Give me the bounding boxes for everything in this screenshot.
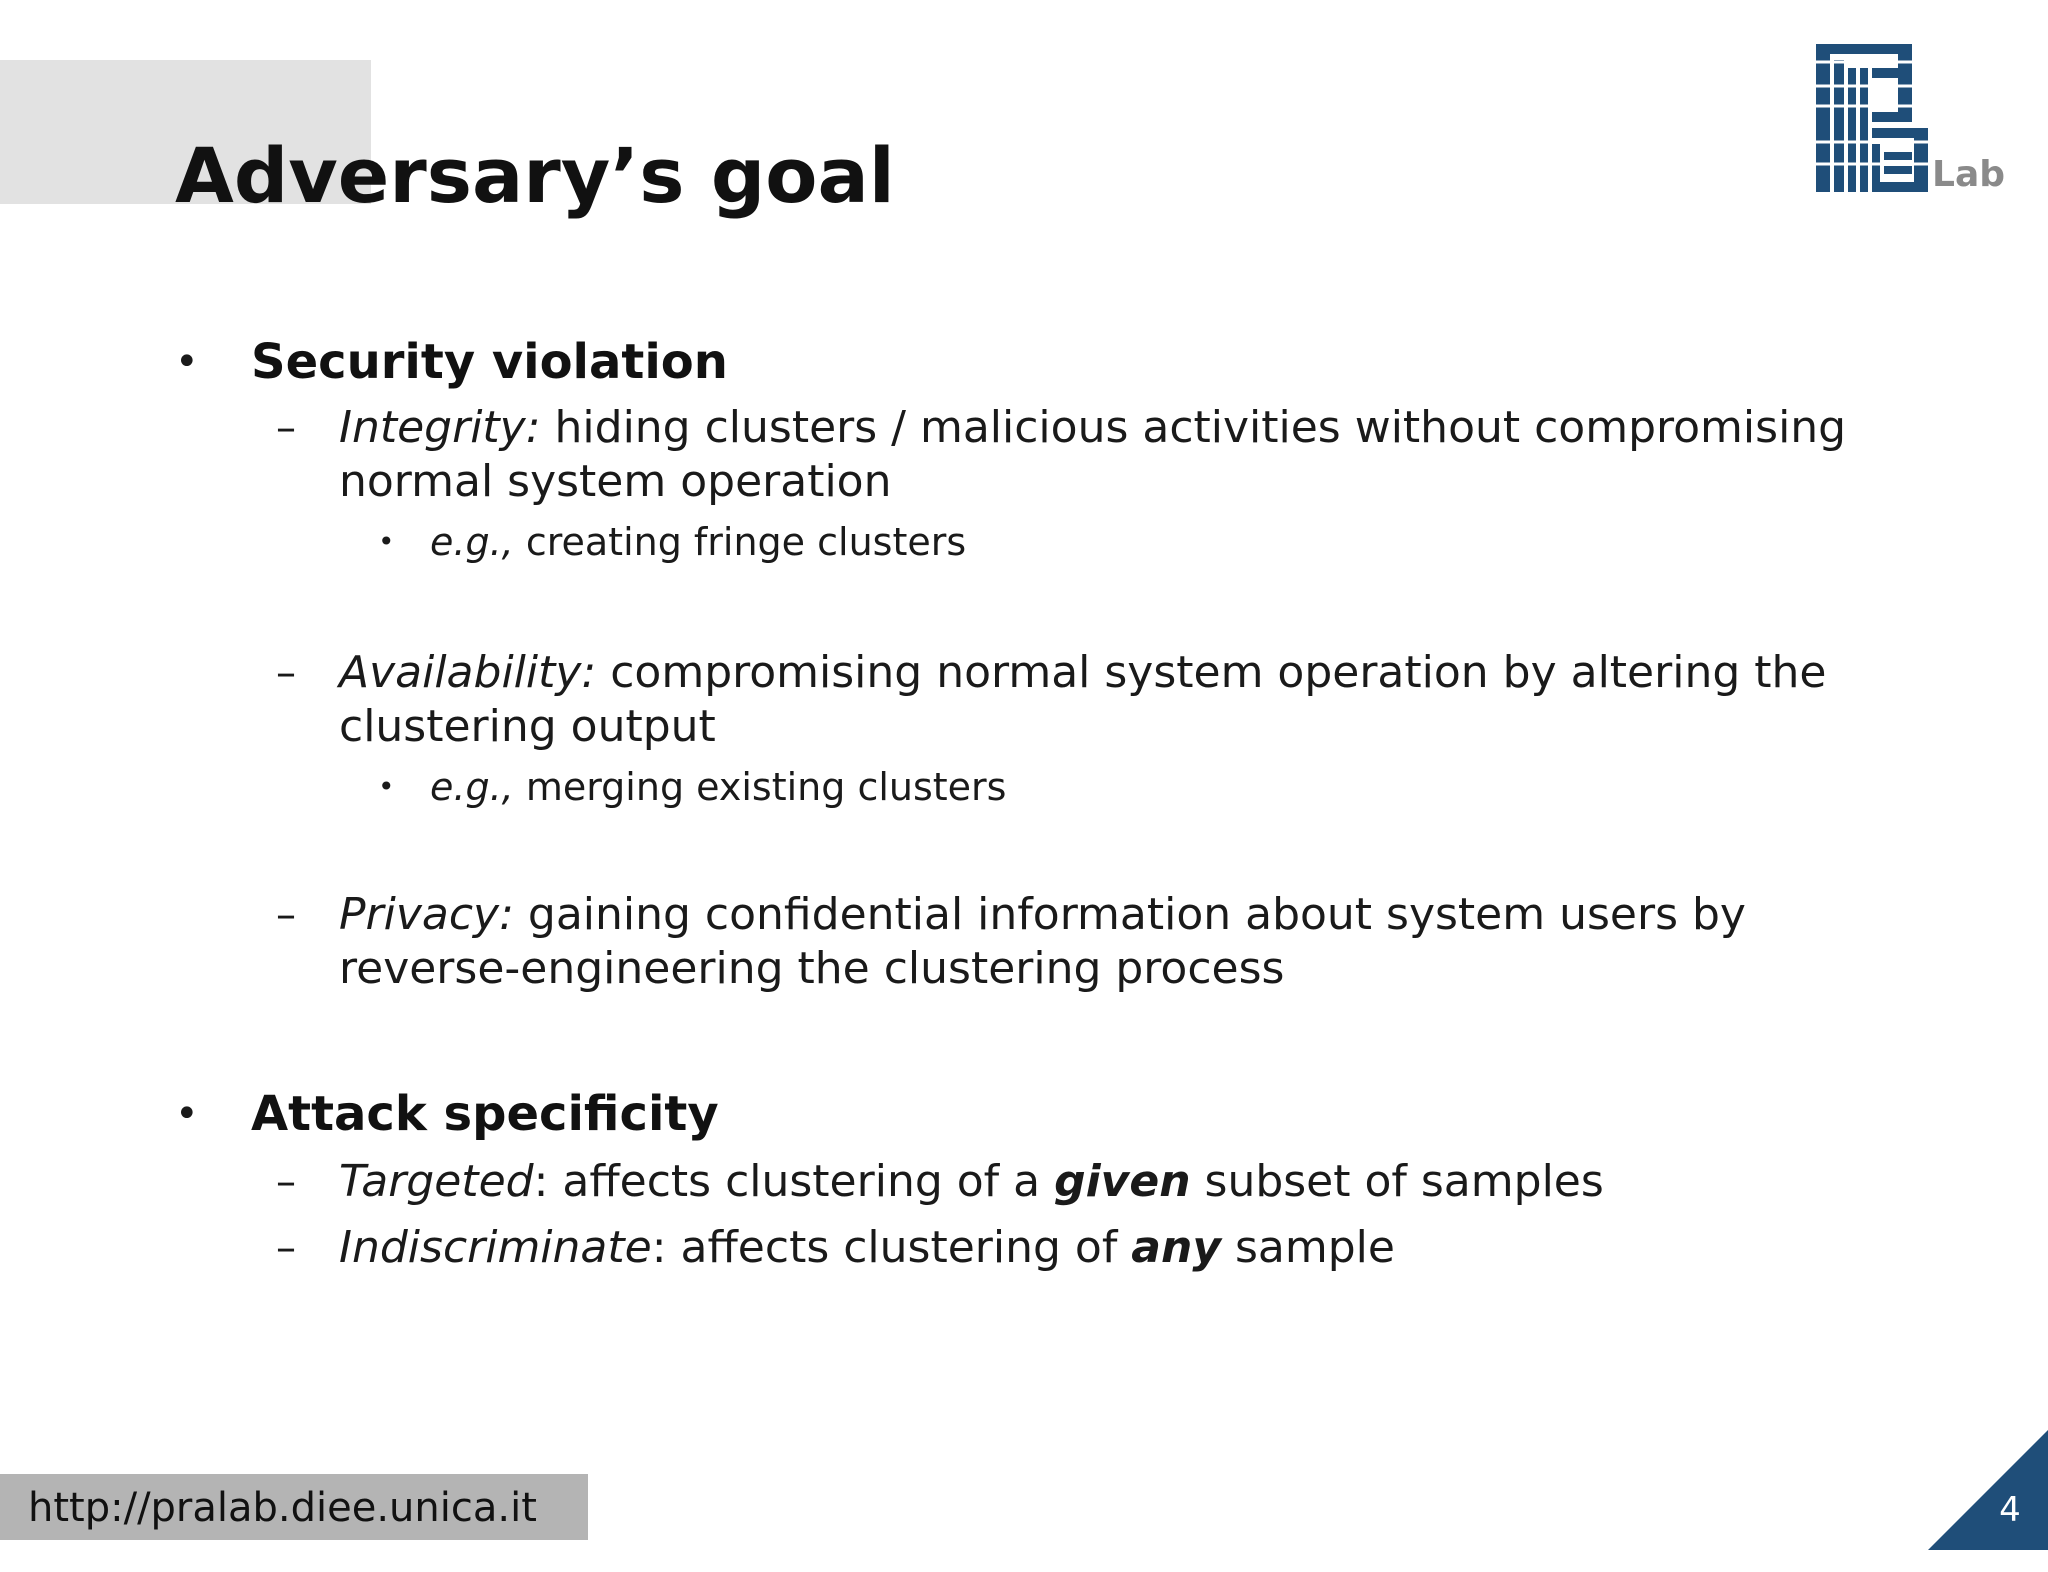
item-text-after: subset of samples [1190, 1156, 1604, 1207]
item-text: hiding clusters / malicious activities without compromising [540, 402, 1847, 453]
pralab-logo [1812, 38, 2022, 198]
example-label: e.g., [430, 765, 514, 809]
page-number: 4 [1999, 1490, 2021, 1530]
item-text: compromising normal system operation by altering the [596, 647, 1827, 698]
item-label: Integrity: [339, 402, 541, 453]
item-text: : affects clustering of a [533, 1156, 1055, 1207]
item-line [339, 1221, 1395, 1275]
dash-marker: – [276, 650, 296, 696]
item-line [339, 888, 1746, 942]
example-text: merging existing clusters [513, 765, 1007, 809]
bullet-marker: • [175, 1091, 199, 1137]
dash-marker: – [276, 405, 296, 451]
example-label: e.g., [430, 520, 514, 564]
item-label: Indiscriminate [339, 1222, 652, 1273]
item-label: Availability: [339, 647, 597, 698]
footer-url[interactable]: http://pralab.diee.unica.it [28, 1485, 537, 1531]
item-line [339, 401, 1846, 455]
item-text: : affects clustering of [651, 1222, 1132, 1273]
bullet-marker: • [175, 339, 199, 385]
sub-bullet-marker: • [378, 525, 395, 558]
item-line [339, 646, 1826, 700]
item-emphasis: any [1131, 1222, 1221, 1273]
slide-title: Adversary’s goal [175, 131, 895, 220]
dash-marker: – [276, 1225, 296, 1271]
dash-marker: – [276, 892, 296, 938]
section-heading: Security violation [251, 334, 728, 390]
example-text: creating fringe clusters [513, 520, 967, 564]
item-emphasis: given [1054, 1156, 1191, 1207]
sub-bullet-marker: • [378, 770, 395, 803]
dash-marker: – [276, 1159, 296, 1205]
example-line [430, 520, 966, 564]
item-text-after: sample [1221, 1222, 1395, 1273]
item-line [339, 1155, 1604, 1209]
section-heading: Attack specificity [251, 1086, 719, 1142]
item-label: Privacy: [339, 889, 514, 940]
item-line-continuation: clustering output [339, 701, 716, 752]
item-line-continuation: normal system operation [339, 456, 892, 507]
logo-lab-text: Lab [1932, 154, 2006, 195]
example-line [430, 765, 1006, 809]
item-line-continuation: reverse-engineering the clustering process [339, 943, 1285, 994]
page-corner-triangle [1928, 1430, 2048, 1550]
item-text: gaining confidential information about system users by [513, 889, 1746, 940]
item-label: Targeted [339, 1156, 534, 1207]
